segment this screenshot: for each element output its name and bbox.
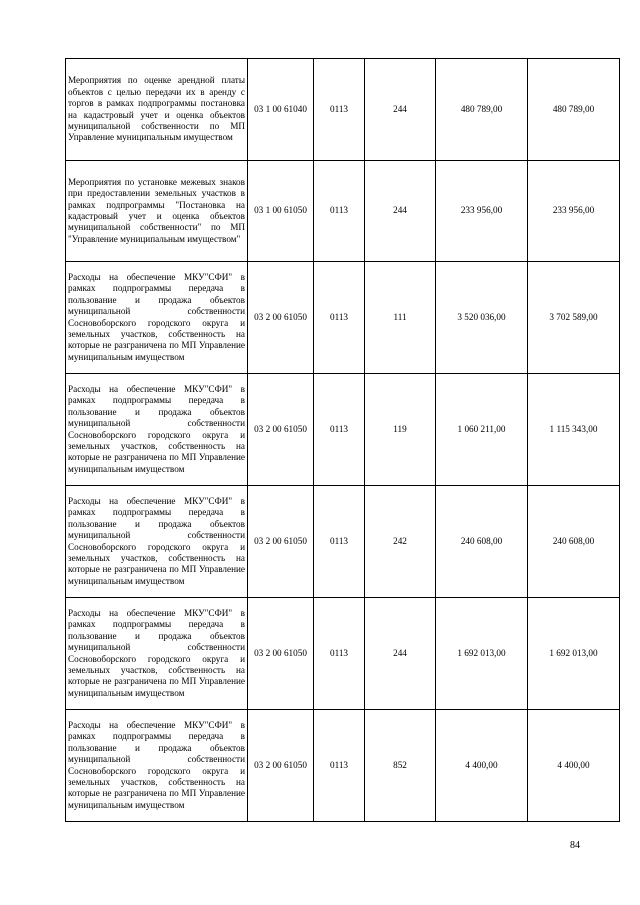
row-section-code: 0113 <box>314 710 365 822</box>
table-row <box>66 262 620 374</box>
row-description: Мероприятия по установке межевых знаков при предоставлении земельных участков в рамках подпрограммы "Постановка на кадастровый учет и оценка объектов муниципальной собственности" по МП "Управление муниципальным имуществом" <box>66 161 248 262</box>
row-amount-1: 4 400,00 <box>436 710 528 822</box>
row-section-code: 0113 <box>314 262 365 374</box>
row-target-article: 03 1 00 61040 <box>248 59 314 161</box>
table-row <box>66 59 620 161</box>
row-amount-2: 240 608,00 <box>528 486 620 598</box>
row-expense-type: 852 <box>365 710 436 822</box>
row-section-code: 0113 <box>314 374 365 486</box>
budget-table <box>65 58 620 822</box>
row-target-article: 03 2 00 61050 <box>248 598 314 710</box>
row-description: Расходы на обеспечение МКУ"СФИ" в рамках подпрограммы передача в пользование и продажа объектов муниципальной собственности Сосновоборского городского округа и земельных участков, собственность на которые не разграничена по МП Управление муниципальным имуществом <box>66 262 248 374</box>
row-description: Расходы на обеспечение МКУ"СФИ" в рамках подпрограммы передача в пользование и продажа объектов муниципальной собственности Сосновоборского городского округа и земельных участков, собственность на которые не разграничена по МП Управление муниципальным имуществом <box>66 486 248 598</box>
row-amount-2: 4 400,00 <box>528 710 620 822</box>
table-row <box>66 598 620 710</box>
row-amount-1: 233 956,00 <box>436 161 528 262</box>
row-description: Расходы на обеспечение МКУ"СФИ" в рамках подпрограммы передача в пользование и продажа объектов муниципальной собственности Сосновоборского городского округа и земельных участков, собственность на которые не разграничена по МП Управление муниципальным имуществом <box>66 710 248 822</box>
row-description: Расходы на обеспечение МКУ"СФИ" в рамках подпрограммы передача в пользование и продажа объектов муниципальной собственности Сосновоборского городского округа и земельных участков, собственность на которые не разграничена по МП Управление муниципальным имуществом <box>66 374 248 486</box>
table-row <box>66 374 620 486</box>
row-expense-type: 242 <box>365 486 436 598</box>
row-expense-type: 244 <box>365 59 436 161</box>
table-row <box>66 486 620 598</box>
row-section-code: 0113 <box>314 161 365 262</box>
row-amount-2: 233 956,00 <box>528 161 620 262</box>
row-amount-1: 3 520 036,00 <box>436 262 528 374</box>
row-expense-type: 111 <box>365 262 436 374</box>
row-target-article: 03 2 00 61050 <box>248 710 314 822</box>
row-target-article: 03 2 00 61050 <box>248 374 314 486</box>
row-amount-2: 480 789,00 <box>528 59 620 161</box>
row-amount-2: 1 692 013,00 <box>528 598 620 710</box>
row-expense-type: 244 <box>365 598 436 710</box>
row-description: Расходы на обеспечение МКУ"СФИ" в рамках подпрограммы передача в пользование и продажа объектов муниципальной собственности Сосновоборского городского округа и земельных участков, собственность на которые не разграничена по МП Управление муниципальным имуществом <box>66 598 248 710</box>
row-section-code: 0113 <box>314 486 365 598</box>
row-amount-2: 3 702 589,00 <box>528 262 620 374</box>
row-description: Мероприятия по оценке арендной платы объектов с целью передачи их в аренду с торгов в рамках подпрограммы постановка на кадастровый учет и оценка объектов муниципальной собственности по МП Управление муниципальным имуществом <box>66 59 248 161</box>
row-expense-type: 244 <box>365 161 436 262</box>
row-amount-1: 1 060 211,00 <box>436 374 528 486</box>
row-expense-type: 119 <box>365 374 436 486</box>
row-section-code: 0113 <box>314 598 365 710</box>
page-number: 84 <box>570 840 580 851</box>
row-target-article: 03 1 00 61050 <box>248 161 314 262</box>
row-amount-1: 1 692 013,00 <box>436 598 528 710</box>
row-target-article: 03 2 00 61050 <box>248 262 314 374</box>
row-amount-1: 240 608,00 <box>436 486 528 598</box>
table-row <box>66 710 620 822</box>
row-amount-2: 1 115 343,00 <box>528 374 620 486</box>
table-row <box>66 161 620 262</box>
row-amount-1: 480 789,00 <box>436 59 528 161</box>
row-target-article: 03 2 00 61050 <box>248 486 314 598</box>
row-section-code: 0113 <box>314 59 365 161</box>
